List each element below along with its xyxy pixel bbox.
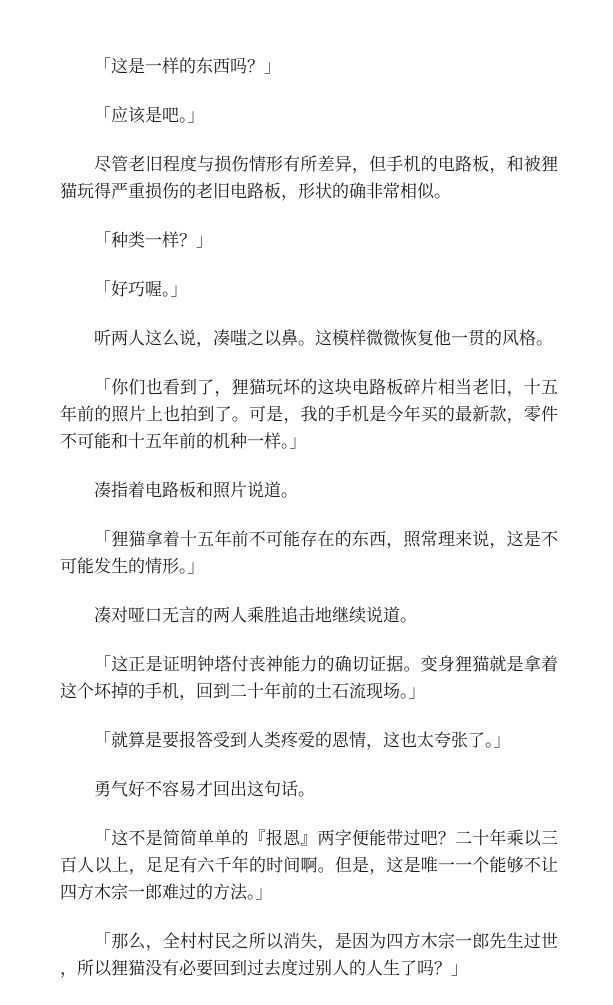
paragraph: 凑指着电路板和照片说道。 — [94, 481, 298, 501]
paragraph: 听两人这么说，凑嗤之以鼻。这模样微微恢复他一贯的风格。 — [94, 329, 553, 349]
paragraph: 「这是一样的东西吗？」 — [94, 57, 281, 77]
paragraph: 尽管老旧程度与损伤情形有所差异，但手机的电路板，和被狸猫玩得严重损伤的老旧电路板，形状的确非常相似。 — [60, 155, 558, 202]
body-text — [60, 54, 558, 1005]
paragraph: 勇气好不容易才回出这句话。 — [94, 780, 315, 800]
paragraph: 「你们也看到了，狸猫玩坏的这块电路板碎片相当老旧，十五年前的照片上也拍到了。可是，我的手机是今年买的最新款，零件不可能和十五年前的机种一样。」 — [60, 378, 558, 452]
paragraph: 「好巧喔。」 — [94, 280, 188, 300]
paragraph: 「应该是吧。」 — [94, 106, 205, 126]
paragraph: 「种类一样？」 — [94, 231, 213, 251]
paragraph: 「这不是简简单单的『报恩』两字便能带过吧？二十年乘以三百人以上，足足有六千年的时间啊。但是，这是唯一一个能够不让四方木宗一郎难过的方法。」 — [60, 829, 558, 903]
paragraph: 「就算是要报答受到人类疼爱的恩情，这也太夸张了。」 — [94, 731, 511, 751]
paragraph: 「这正是证明钟塔付丧神能力的确切证据。变身狸猫就是拿着这个坏掉的手机，回到二十年前的土石流现场。」 — [60, 655, 558, 702]
paragraph: 凑对哑口无言的两人乘胜追击地继续说道。 — [94, 606, 417, 626]
paragraph: 「狸猫拿着十五年前不可能存在的东西，照常理来说，这是不可能发生的情形。」 — [60, 530, 558, 577]
paragraph: 「那么，全村村民之所以消失，是因为四方木宗一郎先生过世，所以狸猫没有必要回到过去度过别人的人生了吗？」 — [60, 932, 558, 979]
